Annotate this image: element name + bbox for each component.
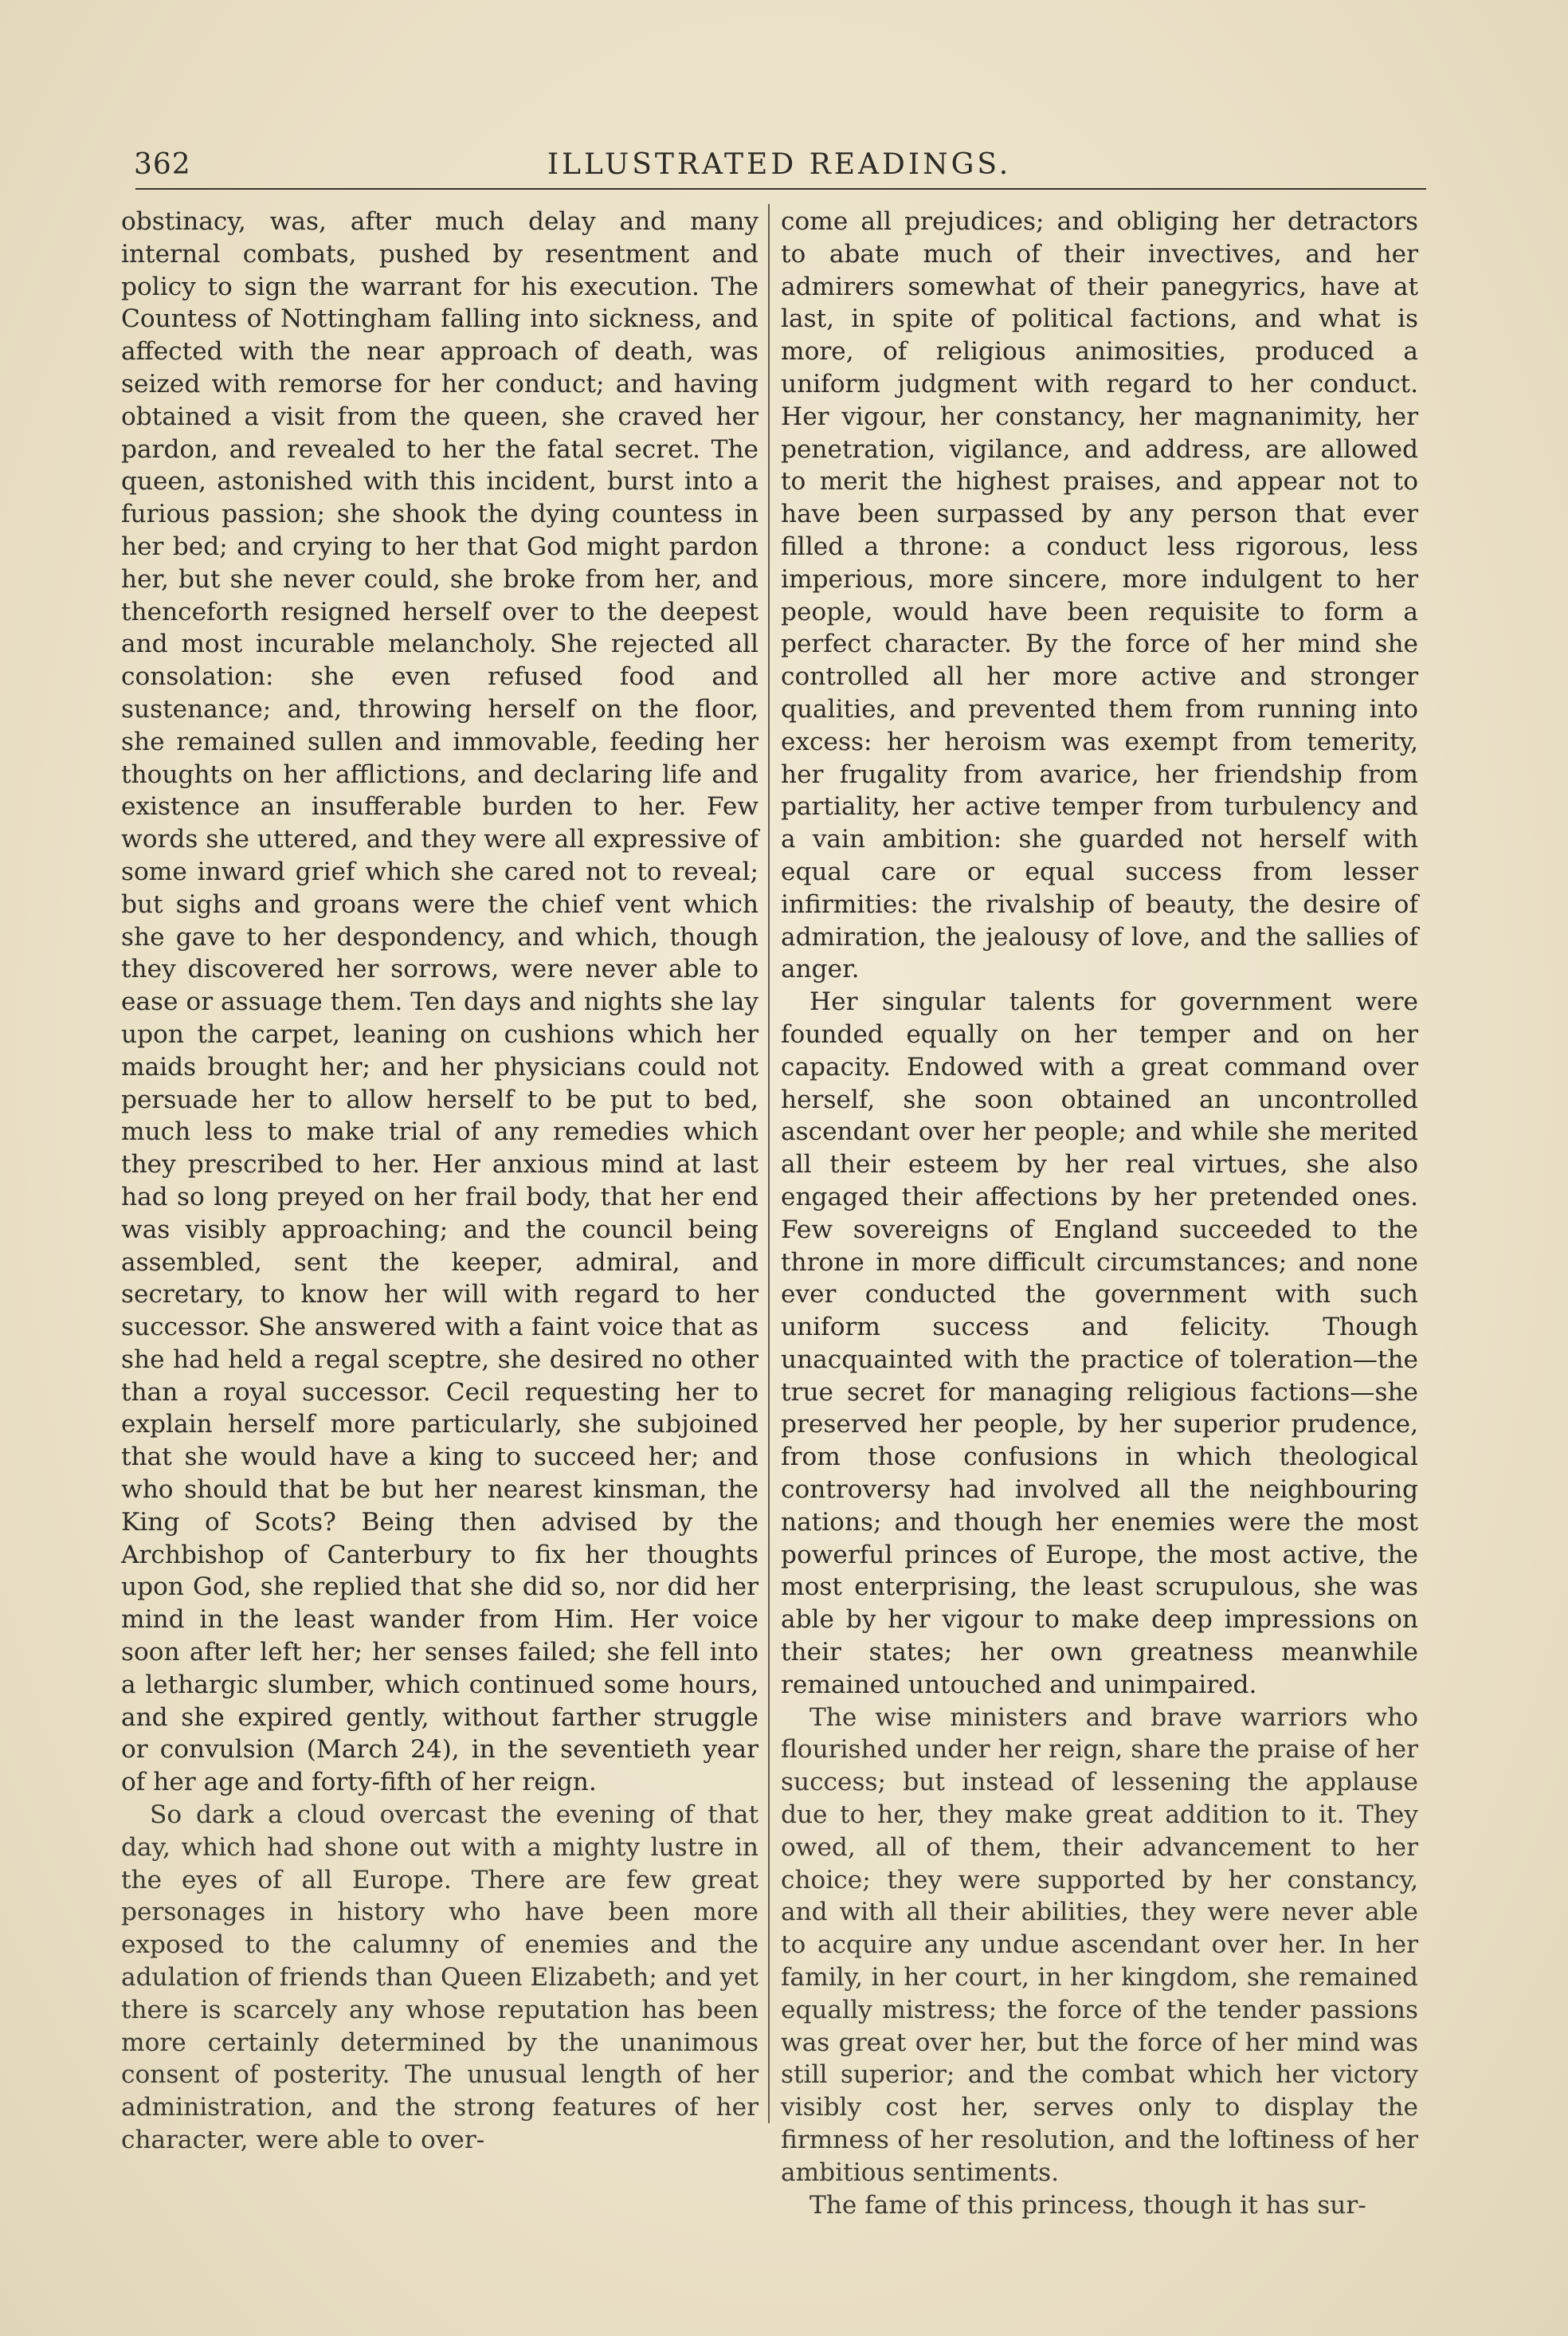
column-divider (768, 204, 770, 2123)
header-rule (135, 188, 1426, 190)
right-paragraph-3: The wise ministers and brave warriors who flourished under her reign, share the praise of her success; but instead of lessening the applause due to her, they make great addition to it. They owed, all of them, their advancement to her choice; they were supported by her constancy, and with all their abilities, they were never able to acquire any undue ascendant over her. In her family, in her court, in her kingdom, she remained equally mistress; the force of the tender passions was great over her, but the force of her mind was still superior; and the combat which her victory visibly cost her, serves only to display the firmness of her resolution, and the loftiness of her ambitious sentiments. (781, 1702, 1418, 2187)
right-paragraph-4: The fame of this princess, though it has sur- (809, 2190, 1366, 2220)
right-paragraph-1: come all prejudices; and obliging her detractors to abate much of their invectives, and her admirers somewhat of their panegyrics, have at last, in spite of political factions, and what is more, of religious animosities, produced a uniform judgment with regard to her conduct. Her vigour, her constancy, her magnanimity, her penetration, vigilance, and address, are allowed to merit the highest praises, and appear not to have been surpassed by any person that ever filled a throne: a conduct less rigorous, less imperious, more sincere, more indulgent to her people, would have been requisite to form a perfect character. By the force of her mind she controlled all her more active and stronger qualities, and prevented them from running into excess: her heroism was exempt from temerity, her frugality from avarice, her friendship from partiality, her active temper from turbulency and a vain ambition: she guarded not herself with equal care or equal success from lesser infirmities: the rivalship of beauty, the desire of admiration, the jealousy of love, and the sallies of anger. (781, 207, 1418, 984)
left-paragraph-2: So dark a cloud overcast the evening of that day, which had shone out with a mighty lustre in the eyes of all Europe. There are few great personages in history who have been more exposed to the calumny of enemies and the adulation of friends than Queen Elizabeth; and yet there is scarcely any whose reputation has been more certainly determined by the unanimous consent of posterity. The unusual length of her administration, and the strong features of her character, were able to over- (121, 1800, 759, 2155)
right-column (781, 206, 1418, 2221)
running-title: ILLUSTRATED READINGS. (547, 148, 1012, 181)
page-header (134, 148, 1425, 193)
left-column (121, 206, 759, 2157)
page-number: 362 (134, 148, 191, 181)
left-paragraph-1: obstinacy, was, after much delay and many internal combats, pushed by resentment and policy to sign the warrant for his execution. The Countess of Nottingham falling into sickness, and affected with the near approach of death, was seized with remorse for her conduct; and having obtained a visit from the queen, she craved her pardon, and revealed to her the fatal secret. The queen, astonished with this incident, burst into a furious passion; she shook the dying countess in her bed; and crying to her that God might pardon her, but she never could, she broke from her, and thenceforth resigned herself over to the deepest and most incurable melancholy. She rejected all consolation: she even refused food and sustenance; and, throwing herself on the floor, she remained sullen and immovable, feeding her thoughts on her afflictions, and declaring life and existence an insufferable burden to her. Few words she uttered, and they were all expressive of some inward grief which she cared not to reveal; but sighs and groans were the chief vent which she gave to her despondency, and which, though they discovered her sorrows, were never able to ease or assuage them. Ten days and nights she lay upon the carpet, leaning on cushions which her maids brought her; and her physicians could not persuade her to allow herself to be put to bed, much less to make trial of any remedies which they prescribed to her. Her anxious mind at last had so long preyed on her frail body, that her end was visibly approaching; and the council being assembled, sent the keeper, admiral, and secretary, to know her will with regard to her successor. She answered with a faint voice that as she had held a regal sceptre, she desired no other than a royal successor. Cecil requesting her to explain herself more particularly, she subjoined that she would have a king to succeed her; and who should that be but her nearest kinsman, the King of Scots? Being then advised by the Archbishop of Canterbury to fix her thoughts upon God, she replied that she did so, nor did her mind in the least wander from Him. Her voice soon after left her; her senses failed; she fell into a lethargic slumber, which continued some hours, and she expired gently, without farther struggle or convulsion (March 24), in the seventieth year of her age and forty-fifth of her reign. (121, 207, 759, 1797)
right-paragraph-2: Her singular talents for government were founded equally on her temper and on her capacity. Endowed with a great command over herself, she soon obtained an uncontrolled ascendant over her people; and while she merited all their esteem by her real virtues, she also engaged their affections by her pretended ones. Few sovereigns of England succeeded to the throne in more difficult circumstances; and none ever conducted the government with such uniform success and felicity. Though unacquainted with the practice of toleration—the true secret for managing religious factions—she preserved her people, by her superior prudence, from those confusions in which theological controversy had involved all the neighbouring nations; and though her enemies were the most powerful princes of Europe, the most active, the most enterprising, the least scrupulous, she was able by her vigour to make deep impressions on their states; her own greatness meanwhile remained untouched and unimpaired. (781, 987, 1418, 1699)
